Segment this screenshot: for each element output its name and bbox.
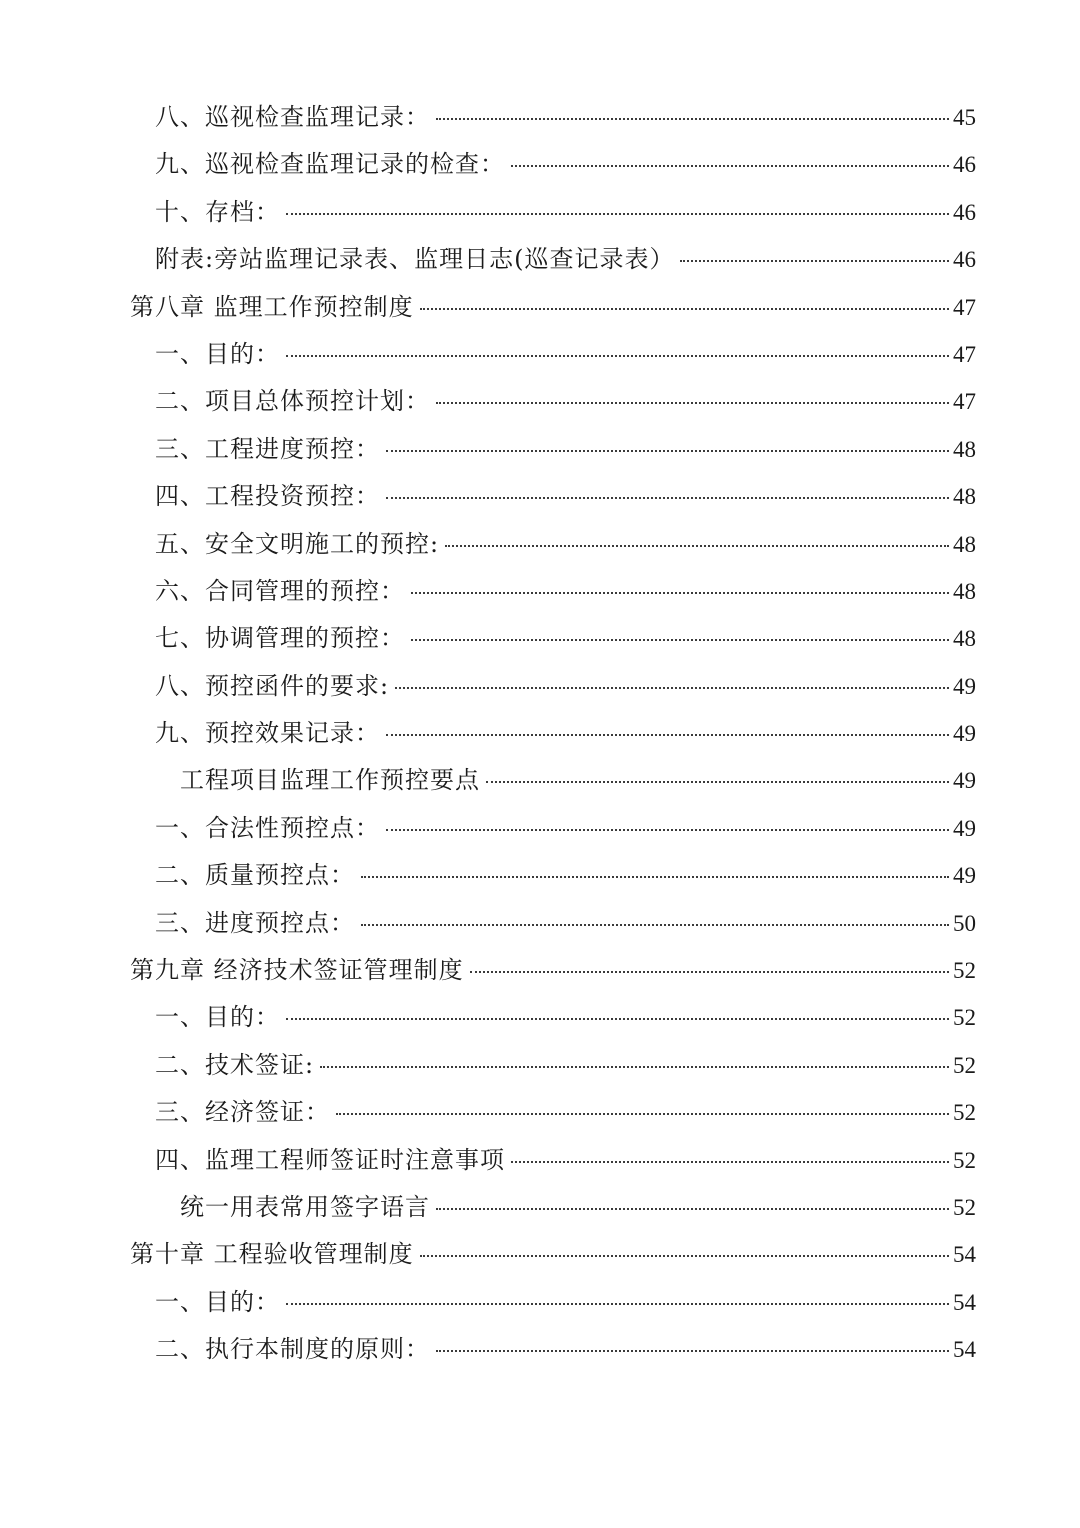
toc-entry-title: 第八章 监理工作预控制度 (130, 292, 414, 321)
toc-page-number: 49 (953, 721, 976, 747)
toc-page-number: 48 (953, 436, 976, 462)
toc-entry[interactable] (0, 663, 1080, 710)
toc-entry-title: 工程项目监理工作预控要点 (180, 766, 480, 795)
toc-entry[interactable] (0, 852, 1080, 899)
toc-dot-leader (411, 639, 949, 641)
toc-entry-title: 八、巡视检查监理记录： (155, 103, 430, 131)
toc-entry[interactable] (0, 757, 1080, 804)
toc-entry[interactable] (0, 1042, 1080, 1089)
toc-dot-leader (361, 876, 949, 878)
toc-page-number: 52 (953, 958, 976, 984)
toc-dot-leader (420, 1255, 949, 1257)
toc-entry[interactable] (0, 900, 1080, 947)
toc-entry-title: 一、目的： (155, 339, 280, 368)
toc-page-number: 46 (953, 247, 976, 273)
toc-entry[interactable] (0, 378, 1080, 425)
toc-entry-title: 三、工程进度预控： (155, 434, 380, 463)
toc-dot-leader (336, 1113, 949, 1115)
toc-dot-leader (386, 734, 949, 736)
toc-entry[interactable] (0, 947, 1080, 994)
toc-entry[interactable] (0, 1231, 1080, 1278)
toc-dot-leader (286, 355, 949, 357)
toc-dot-leader (470, 971, 949, 973)
toc-dot-leader (320, 1066, 949, 1068)
toc-entry[interactable] (0, 1279, 1080, 1326)
toc-entry[interactable] (0, 236, 1080, 283)
toc-entry-title: 六、合同管理的预控： (155, 576, 405, 605)
toc-entry[interactable] (0, 805, 1080, 852)
toc-entry-title: 一、目的： (155, 1287, 280, 1316)
toc-page-number: 48 (953, 578, 976, 604)
toc-dot-leader (436, 1208, 949, 1210)
toc-entry-title: 七、协调管理的预控： (155, 624, 405, 653)
toc-entry-title: 一、目的： (155, 1003, 280, 1032)
toc-entry[interactable] (0, 1137, 1080, 1184)
toc-entry[interactable] (0, 568, 1080, 615)
toc-page-number: 54 (953, 1289, 976, 1315)
toc-dot-leader (286, 213, 949, 215)
toc-entry-title: 二、项目总体预控计划： (155, 387, 430, 416)
toc-page-number: 47 (953, 294, 976, 320)
toc-page-number: 54 (953, 1242, 976, 1268)
toc-entry-title: 第十章 工程验收管理制度 (130, 1240, 414, 1269)
toc-page-number: 49 (953, 815, 976, 841)
toc-dot-leader (386, 450, 949, 452)
toc-page-number: 49 (953, 673, 976, 699)
toc-entry-title: 八、预控函件的要求: (155, 671, 390, 700)
toc-entry-title: 附表:旁站监理记录表、监理日志(巡查记录表） (155, 245, 675, 274)
toc-entry[interactable] (0, 710, 1080, 757)
toc-dot-leader (411, 592, 949, 594)
toc-page-number: 46 (953, 152, 976, 178)
toc-entry-title: 十、存档： (155, 197, 280, 226)
toc-dot-leader (511, 1161, 949, 1163)
toc-page-number: 52 (953, 1052, 976, 1078)
toc-entry[interactable] (0, 284, 1080, 331)
toc-entry[interactable] (0, 426, 1080, 473)
toc-entry[interactable] (0, 189, 1080, 236)
toc-entry-title: 五、安全文明施工的预控: (155, 529, 440, 558)
toc-entry-title: 二、技术签证: (155, 1050, 315, 1079)
toc-entry[interactable] (0, 615, 1080, 662)
toc-dot-leader (361, 924, 949, 926)
toc-dot-leader (436, 118, 949, 120)
toc-entry[interactable] (0, 521, 1080, 568)
toc-dot-leader (445, 545, 949, 547)
toc-dot-leader (436, 1350, 949, 1352)
toc-page-number: 48 (953, 626, 976, 652)
toc-entry[interactable] (0, 994, 1080, 1041)
toc-dot-leader (680, 260, 949, 262)
toc-dot-leader (395, 687, 949, 689)
toc-entry-title: 一、合法性预控点： (155, 813, 380, 842)
toc-dot-leader (286, 1303, 949, 1305)
toc-entry[interactable] (0, 94, 1080, 141)
toc-entry[interactable] (0, 473, 1080, 520)
toc-entry-title: 四、工程投资预控： (155, 482, 380, 511)
toc-page-number: 52 (953, 1100, 976, 1126)
toc-dot-leader (486, 781, 949, 783)
toc-dot-leader (386, 497, 949, 499)
toc-entry-title: 二、执行本制度的原则： (155, 1335, 430, 1364)
toc-entry-title: 九、巡视检查监理记录的检查： (155, 150, 505, 179)
toc-page-number: 52 (953, 1194, 976, 1220)
toc-page-number: 52 (953, 1147, 976, 1173)
toc-entry-title: 四、监理工程师签证时注意事项 (155, 1145, 505, 1174)
toc-entry-title: 第九章 经济技术签证管理制度 (130, 956, 464, 985)
toc-page-number: 45 (953, 105, 976, 130)
toc-dot-leader (511, 165, 949, 167)
toc-page-number: 47 (953, 341, 976, 367)
toc-page-number: 48 (953, 484, 976, 510)
toc-dot-leader (286, 1018, 949, 1020)
toc-entry[interactable] (0, 1089, 1080, 1136)
toc-page-number: 49 (953, 863, 976, 889)
table-of-contents (0, 94, 1080, 1374)
toc-entry-title: 二、质量预控点： (155, 861, 355, 890)
toc-dot-leader (386, 829, 949, 831)
toc-entry[interactable] (0, 1184, 1080, 1231)
toc-page-number: 48 (953, 531, 976, 557)
toc-dot-leader (420, 308, 949, 310)
toc-entry-title: 九、预控效果记录： (155, 719, 380, 748)
toc-entry-title: 统一用表常用签字语言 (180, 1192, 430, 1221)
toc-dot-leader (436, 402, 949, 404)
toc-entry-title: 三、进度预控点： (155, 908, 355, 937)
toc-page-number: 54 (953, 1337, 976, 1363)
toc-page-number: 47 (953, 389, 976, 415)
toc-entry[interactable] (0, 1326, 1080, 1373)
toc-page-number: 52 (953, 1005, 976, 1031)
toc-page-number: 49 (953, 768, 976, 794)
toc-page-number: 46 (953, 199, 976, 225)
toc-entry[interactable] (0, 331, 1080, 378)
toc-page-number: 50 (953, 910, 976, 936)
toc-entry[interactable] (0, 141, 1080, 188)
toc-entry-title: 三、经济签证： (155, 1098, 330, 1127)
